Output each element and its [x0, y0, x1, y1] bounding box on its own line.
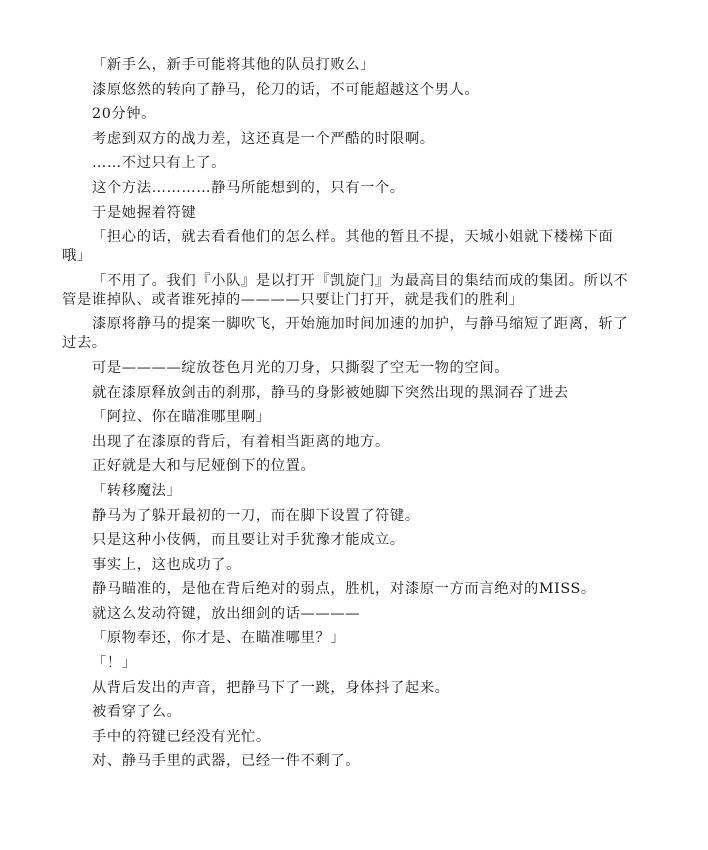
paragraph: 于是她握着符键: [92, 204, 197, 221]
paragraph: 可是————绽放苍色月光的刀身，只撕裂了空无一物的空间。: [92, 359, 510, 376]
paragraph: 只是这种小伎俩，而且要让对手犹豫才能成立。: [92, 532, 405, 549]
paragraph: 静马瞄准的，是他在背后绝对的弱点，胜机，对漆原一方而言绝对的MISS。: [92, 581, 596, 598]
paragraph: 20分钟。: [92, 106, 157, 123]
paragraph: 「转移魔法」: [92, 482, 182, 499]
paragraph: 「阿拉、你在瞄准哪里啊」: [92, 409, 271, 426]
paragraph: 从背后发出的声音，把静马下了一跳，身体抖了起来。: [92, 679, 450, 696]
paragraph: 手中的符键已经没有光忙。: [92, 728, 271, 745]
paragraph: 「担心的话，就去看看他们的怎么样。其他的暂且不提，天城小姐就下楼梯下面哦」: [62, 229, 614, 265]
document-page: [62, 56, 634, 777]
paragraph: 漆原悠然的转向了静马，伦刀的话，不可能超越这个男人。: [92, 81, 480, 98]
paragraph: 「新手么，新手可能将其他的队员打败么」: [92, 57, 376, 73]
paragraph: 出现了在漆原的背后，有着相当距离的地方。: [92, 433, 390, 450]
paragraph: 被看穿了么。: [92, 704, 182, 721]
paragraph: 「不用了。我们『小队』是以打开『凯旋门』为最高目的集结而成的集团。所以不管是谁掉队、或者谁死掉的————只要让门打开，就是我们的胜利」: [62, 272, 629, 308]
paragraph: 事实上，这也成功了。: [92, 556, 241, 573]
paragraph: 考虑到双方的战力差，这还真是一个严酷的时限啊。: [92, 130, 435, 147]
paragraph: ……不过只有上了。: [92, 155, 227, 172]
paragraph: 就这么发动符键，放出细剑的话————: [92, 605, 361, 622]
paragraph: 漆原将静马的提案一脚吹飞，开始施加时间加速的加护，与静马缩短了距离，斩了过去。: [62, 316, 629, 352]
paragraph: 就在漆原释放剑击的刹那，静马的身影被她脚下突然出现的黑洞吞了进去: [92, 384, 569, 401]
paragraph: 正好就是大和与尼娅倒下的位置。: [92, 458, 316, 475]
paragraph: 静马为了躲开最初的一刀，而在脚下设置了符键。: [92, 507, 420, 524]
paragraph: 对、静马手里的武器，已经一件不剩了。: [92, 753, 361, 770]
paragraph: 「原物奉还，你才是、在瞄准哪里？」: [92, 630, 346, 647]
paragraph: 这个方法…………静马所能想到的，只有一个。: [92, 179, 405, 196]
paragraph: 「！」: [92, 655, 137, 672]
